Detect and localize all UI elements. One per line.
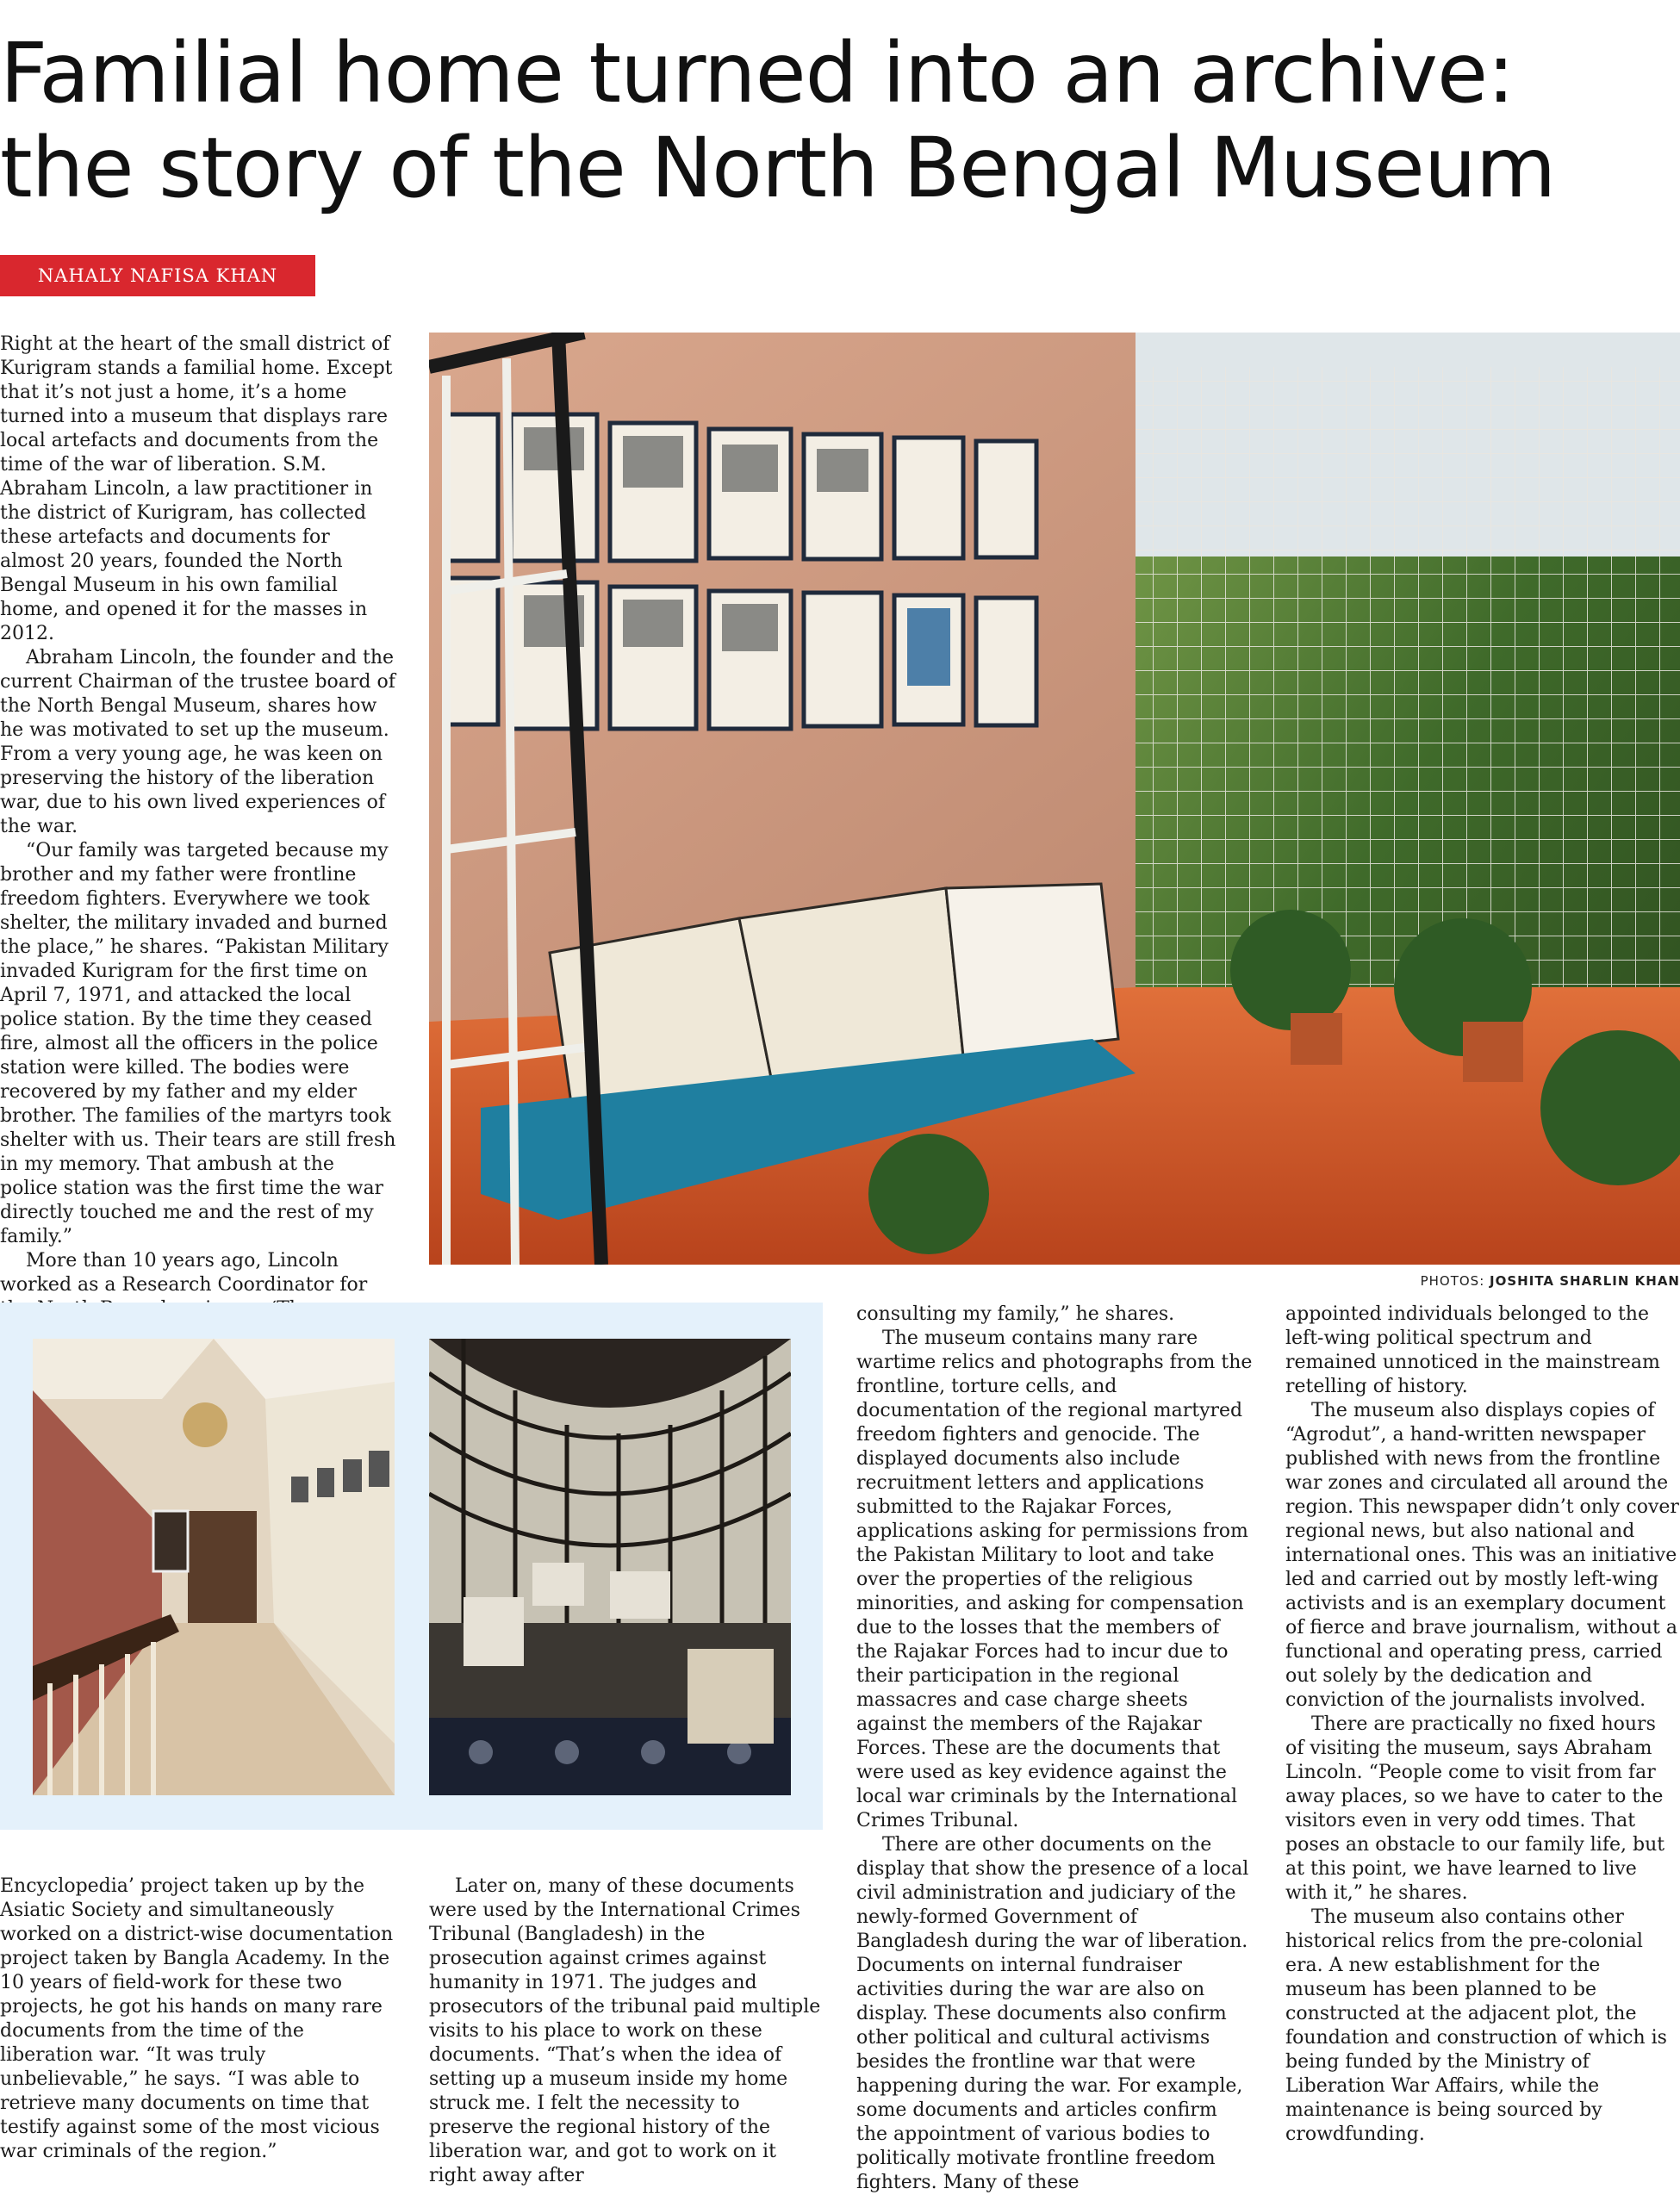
photo-staircase-hallway: [33, 1339, 395, 1795]
main-photo-museum-gallery: [429, 333, 1680, 1265]
byline-author: NAHALY NAFISA KHAN: [0, 255, 315, 296]
article-column-4: [1285, 1303, 1680, 2147]
photo-curved-window-room: [429, 1339, 791, 1795]
paragraph: Later on, many of these documents were used by the International Crimes Tribunal (Bangladesh) in the prosecution against crimes against humanity in 1971. The judges and prosecutors of the tribunal paid multiple visits to his place to work on these documents. “That’s when the idea of setting up a museum inside my home struck me. I felt the necessity to preserve the regional history of the liberation war, and got to work on it right away after: [429, 1875, 821, 2186]
paragraph: The museum contains many rare wartime relics and photographs from the frontline, torture cells, and documentation of the regional martyred freedom fighters and genocide. The displayed documents also include recruitment letters and applications submitted to the Rajakar Forces, applications asking for permissions from the Pakistan Military to loot and take over the properties of the religious minorities, and asking for compensation due to the losses that the members of the Rajakar Forces had to incur due to their participation in the regional massacres and case charge sheets against the members of the Rajakar Forces. These are the documents that were used as key evidence against the local war criminals by the International Crimes Tribunal.: [856, 1328, 1253, 1831]
photo-credit-name: JOSHITA SHARLIN KHAN: [1490, 1273, 1680, 1289]
paragraph: There are practically no fixed hours of visiting the museum, says Abraham Lincoln. “People come to visit from far away places, so we have to cater to the visitors even in very odd times. That poses an obstacle to our family life, but at this point, we have learned to live with it,” he shares.: [1285, 1713, 1665, 1904]
headline: [0, 26, 1680, 215]
article-column-2: [429, 1875, 824, 2188]
paragraph: More than 10 years ago, Lincoln worked as a Research Coordinator for: [0, 1250, 368, 1296]
paragraph: There are other documents on the display that show the presence of a local civil administration and judiciary of the newly-formed Government of Bangladesh during the war of liberation. Documents on internal fundraiser activities during the war are also on display. These documents also confirm other political and cultural activisms besides the frontline war that were happening during the war. For example, some documents and articles confirm the appointment of various bodies to politically motivate frontline freedom fighters. Many of these: [856, 1834, 1249, 2193]
photo-credit-label: PHOTOS:: [1420, 1273, 1485, 1289]
article-column-1-continued: [0, 1875, 396, 2164]
paragraph: consulting my family,” he shares.: [856, 1303, 1175, 1325]
paragraph: Abraham Lincoln, the founder and the current Chairman of the trustee board of the North Bengal Museum, shares how he was motivated to set up the museum. From a very young age, he was keen on preserving the history of the liberation war, due to his own lived experiences of the war.: [0, 647, 395, 837]
headline-line-2: the story of the North Bengal Museum: [0, 120, 1556, 216]
photo-credit: [1421, 1273, 1680, 1289]
paragraph: appointed individuals belonged to the left-wing political spectrum and remained unnoticed in the mainstream retelling of history.: [1285, 1303, 1660, 1397]
paragraph: The museum also displays copies of “Agrodut”, a hand-written newspaper published with news from the frontline war zones and circulated all around the region. This newspaper didn’t only cover regional news, but also national and international ones. This was an initiative led and carried out by mostly left-wing activists and is an exemplary document of fierce and brave journalism, without a functional and operating press, carried out solely by the dedication and conviction of the journalists involved.: [1285, 1400, 1679, 1711]
article-column-1: [0, 333, 396, 1346]
paragraph: “Our family was targeted because my brother and my father were frontline freedom fighters. Everywhere we took shelter, the military invaded and burned the place,” he shares. “Pakistan Military invaded Kurigram for the first time on April 7, 1971, and attacked the local police station. By the time they ceased fire, almost all the officers in the police station were killed. The bodies were recovered by my father and my elder brother. The families of the martyrs took shelter with us. Their tears are still fresh in my memory. That ambush at the police station was the first time the war directly touched me and the rest of my family.”: [0, 840, 396, 1247]
paragraph: Right at the heart of the small district of Kurigram stands a familial home. Except that it’s not just a home, it’s a home turned into a museum that displays rare local artefacts and documents from the time of the war of liberation. S.M. Abraham Lincoln, a law practitioner in the district of Kurigram, has collected these artefacts and documents for almost 20 years, founded the North Bengal Museum in his own familial home, and opened it for the masses in 2012.: [0, 333, 393, 644]
inset-photo-panel: [0, 1303, 823, 1830]
paragraph: The museum also contains other historical relics from the pre-colonial era. A new establishment for the museum has been planned to be constructed at the adjacent plot, the foundation and construction of which is being funded by the Ministry of Liberation War Affairs, while the maintenance is being sourced by crowdfunding.: [1285, 1906, 1667, 2145]
article-column-3: [856, 1303, 1253, 2195]
paragraph: Encyclopedia’ project taken up by the Asiatic Society and simultaneously worked on a district-wise documentation project taken by Bangla Academy. In the 10 years of field-work for these two projects, he got his hands on many rare documents from the time of the liberation war. “It was truly unbelievable,” he says. “I was able to retrieve many documents on time that testify against some of the most vicious war criminals of the region.”: [0, 1875, 394, 2162]
headline-line-1: Familial home turned into an archive:: [0, 25, 1515, 121]
